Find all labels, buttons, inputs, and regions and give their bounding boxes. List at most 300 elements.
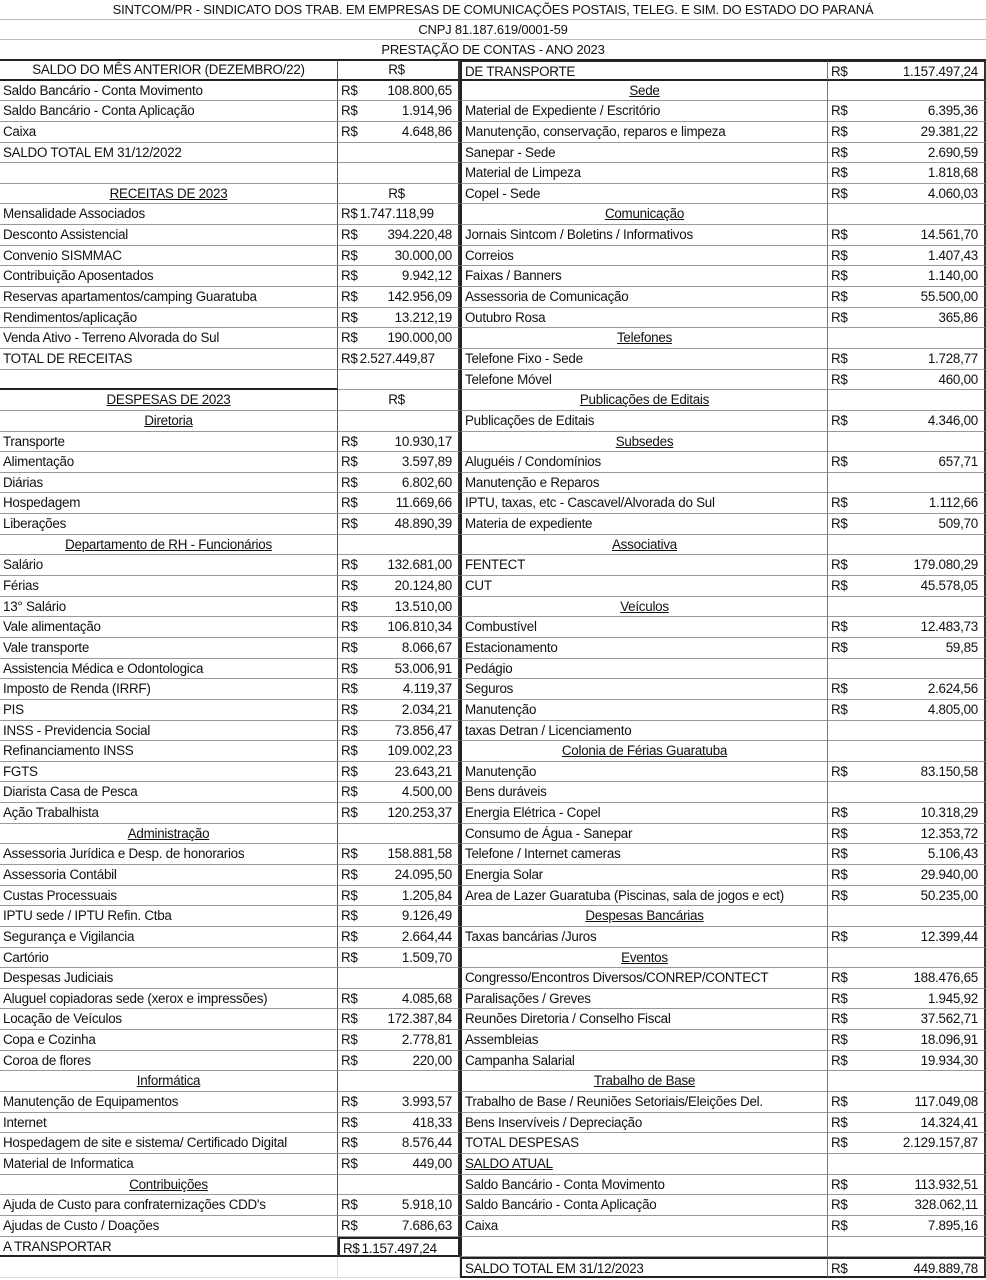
amount: 106.810,34 xyxy=(387,619,452,635)
right-row-label: Saldo Bancário - Conta Aplicação xyxy=(460,1195,828,1216)
right-row-value: 179.080,29 xyxy=(875,555,986,576)
section-heading: DESPESAS DE 2023 xyxy=(106,392,231,408)
right-row-value: 59,85 xyxy=(875,638,986,659)
right-row-value: 4.346,00 xyxy=(875,411,986,432)
left-row-label xyxy=(0,163,338,184)
left-row-value xyxy=(338,803,460,824)
currency-symbol: R$ xyxy=(341,805,358,821)
right-row-label: Taxas bancárias /Juros xyxy=(460,927,828,948)
right-row-currency xyxy=(828,535,875,556)
right-row-value: 10.318,29 xyxy=(875,803,986,824)
left-row-value xyxy=(338,576,460,597)
left-row-label: Transporte xyxy=(0,432,338,453)
right-row-label xyxy=(460,535,828,556)
right-row-value xyxy=(875,432,986,453)
currency-symbol: R$ xyxy=(341,763,358,779)
left-row-value xyxy=(338,535,460,556)
amount: 6.802,60 xyxy=(401,474,452,490)
left-row-label xyxy=(0,60,338,81)
left-row-value xyxy=(338,1175,460,1196)
left-row-value xyxy=(338,865,460,886)
report-subtitle: PRESTAÇÃO DE CONTAS - ANO 2023 xyxy=(0,40,986,61)
left-row-label: Coroa de flores xyxy=(0,1051,338,1072)
currency-symbol: R$ xyxy=(341,990,358,1006)
amount: 13.212,19 xyxy=(394,309,452,325)
left-row-value xyxy=(338,1071,460,1092)
right-row-label: Manutenção, conservação, reparos e limpeza xyxy=(460,122,828,143)
currency-symbol: R$ xyxy=(341,350,358,366)
section-heading: Associativa xyxy=(612,536,677,552)
right-row-label: DE TRANSPORTE xyxy=(460,60,828,81)
right-row-currency xyxy=(828,204,875,225)
right-row-currency xyxy=(828,328,875,349)
right-row-value: 1.140,00 xyxy=(875,266,986,287)
currency-symbol: R$ xyxy=(341,1094,358,1110)
left-row-value xyxy=(338,968,460,989)
right-row-label: FENTECT xyxy=(460,555,828,576)
right-row-currency: R$ xyxy=(828,1092,875,1113)
currency-symbol: R$ xyxy=(341,1155,358,1171)
left-row-label: Ação Trabalhista xyxy=(0,803,338,824)
currency-symbol: R$ xyxy=(341,578,358,594)
right-row-label: Manutenção e Reparos xyxy=(460,473,828,494)
right-row-label: Consumo de Água - Sanepar xyxy=(460,824,828,845)
amount: 4.119,37 xyxy=(402,681,452,697)
section-heading: Administração xyxy=(127,825,210,841)
right-row-label: Congresso/Encontros Diversos/CONREP/CONTECT xyxy=(460,968,828,989)
left-row-label: 13° Salário xyxy=(0,597,338,618)
left-row-label: Salário xyxy=(0,555,338,576)
left-row-value xyxy=(338,1092,460,1113)
left-row-label: Hospedagem xyxy=(0,493,338,514)
currency-symbol: R$ xyxy=(341,289,358,305)
left-row-value xyxy=(338,432,460,453)
left-row-value xyxy=(338,762,460,783)
left-row-label: Assessoria Jurídica e Desp. de honorarios xyxy=(0,844,338,865)
right-row-label: Material de Expediente / Escritório xyxy=(460,101,828,122)
right-row-currency: R$ xyxy=(828,803,875,824)
right-row-value: 55.500,00 xyxy=(875,287,986,308)
right-row-value xyxy=(875,1154,986,1175)
left-row-label: Assessoria Contábil xyxy=(0,865,338,886)
right-row-value: 50.235,00 xyxy=(875,886,986,907)
left-row-value xyxy=(338,927,460,948)
section-heading: Sede xyxy=(629,82,660,98)
left-row-label xyxy=(0,1175,338,1196)
amount: 1.509,70 xyxy=(401,949,452,965)
report-cnpj: CNPJ 81.187.619/0001-59 xyxy=(0,20,986,40)
right-row-currency: R$ xyxy=(828,370,875,391)
currency-symbol: R$ xyxy=(341,908,358,924)
right-row-currency xyxy=(828,597,875,618)
currency-symbol: R$ xyxy=(341,1011,358,1027)
left-row-label: FGTS xyxy=(0,762,338,783)
right-row-currency: R$ xyxy=(828,411,875,432)
currency-symbol: R$ xyxy=(341,206,358,222)
right-row-currency xyxy=(828,390,875,411)
right-row-label: Manutenção xyxy=(460,762,828,783)
currency-symbol: R$ xyxy=(341,660,358,676)
right-row-currency xyxy=(828,1154,875,1175)
right-row-label: Pedágio xyxy=(460,659,828,680)
section-heading: Contribuições xyxy=(129,1176,208,1192)
right-row-currency: R$ xyxy=(828,865,875,886)
right-row-value xyxy=(875,390,986,411)
report-title: SINTCOM/PR - SINDICATO DOS TRAB. EM EMPRESAS DE COMUNICAÇÕES POSTAIS, TELEG. E SIM. DO ESTADO DO PARANÁ xyxy=(0,0,986,20)
amount: 220,00 xyxy=(412,1052,452,1068)
right-row-currency: R$ xyxy=(828,1195,875,1216)
right-row-currency: R$ xyxy=(828,308,875,329)
left-row-label: Ajuda de Custo para confraternizações CDD's xyxy=(0,1195,338,1216)
currency-symbol: R$ xyxy=(341,598,358,614)
left-row-value xyxy=(338,514,460,535)
right-row-value: 6.395,36 xyxy=(875,101,986,122)
section-heading: Veículos xyxy=(620,598,669,614)
right-row-label: Campanha Salarial xyxy=(460,1051,828,1072)
right-row-label: Reunões Diretoria / Conselho Fiscal xyxy=(460,1009,828,1030)
left-row-label: Desconto Assistencial xyxy=(0,225,338,246)
right-row-currency: R$ xyxy=(828,617,875,638)
left-row-label: Cartório xyxy=(0,948,338,969)
right-row-label xyxy=(460,1237,828,1258)
right-row-label xyxy=(460,81,828,102)
amount: 7.686,63 xyxy=(401,1217,452,1233)
currency-symbol: R$ xyxy=(341,866,358,882)
amount: 73.856,47 xyxy=(394,722,452,738)
right-row-value: 113.932,51 xyxy=(875,1175,986,1196)
currency-symbol: R$ xyxy=(341,1032,358,1048)
left-row-label: Refinanciamento INSS xyxy=(0,741,338,762)
left-row-label: Venda Ativo - Terreno Alvorada do Sul xyxy=(0,328,338,349)
amount: 24.095,50 xyxy=(394,866,452,882)
amount: 142.956,09 xyxy=(387,289,452,305)
right-row-value: 1.818,68 xyxy=(875,163,986,184)
left-row-label: Mensalidade Associados xyxy=(0,204,338,225)
left-row-label: Liberações xyxy=(0,514,338,535)
amount: 158.881,58 xyxy=(387,846,452,862)
left-row-label: Contribuição Aposentados xyxy=(0,266,338,287)
section-heading: Subsedes xyxy=(615,433,674,449)
currency-symbol: R$ xyxy=(341,330,358,346)
amount: 5.918,10 xyxy=(401,1197,452,1213)
left-row-label: Reservas apartamentos/camping Guaratuba xyxy=(0,287,338,308)
section-heading: Despesas Bancárias xyxy=(585,908,704,924)
right-row-value xyxy=(875,597,986,618)
currency-symbol: R$ xyxy=(341,1052,358,1068)
right-row-value: 4.805,00 xyxy=(875,700,986,721)
left-row-value xyxy=(338,493,460,514)
left-row-label xyxy=(0,370,338,391)
amount: 20.124,80 xyxy=(394,578,452,594)
amount: 3.597,89 xyxy=(401,454,452,470)
amount: 9.126,49 xyxy=(401,908,452,924)
left-row-label xyxy=(0,824,338,845)
currency-symbol: R$ xyxy=(341,722,358,738)
right-row-currency: R$ xyxy=(828,1009,875,1030)
right-row-value: 657,71 xyxy=(875,452,986,473)
amount: 120.253,37 xyxy=(387,805,452,821)
currency-symbol: R$ xyxy=(341,1217,358,1233)
right-row-value xyxy=(875,1071,986,1092)
right-row-currency: R$ xyxy=(828,184,875,205)
right-row-label: Combustível xyxy=(460,617,828,638)
right-row-label: Publicações de Editais xyxy=(460,411,828,432)
amount: 48.890,39 xyxy=(394,516,452,532)
amount: 449,00 xyxy=(412,1155,452,1171)
left-row-label: Segurança e Vigilancia xyxy=(0,927,338,948)
right-row-label: taxas Detran / Licenciamento xyxy=(460,721,828,742)
left-row-label xyxy=(0,184,338,205)
right-row-value: 1.945,92 xyxy=(875,989,986,1010)
currency-symbol: R$ xyxy=(341,268,358,284)
right-row-currency: R$ xyxy=(828,1175,875,1196)
right-row-value: 45.578,05 xyxy=(875,576,986,597)
right-row-currency xyxy=(828,906,875,927)
left-row-value xyxy=(338,1133,460,1154)
currency-symbol: R$ xyxy=(341,928,358,944)
right-row-value: 188.476,65 xyxy=(875,968,986,989)
left-row-label: Internet xyxy=(0,1113,338,1134)
left-row-value: R$ xyxy=(338,60,460,81)
left-row-value xyxy=(338,741,460,762)
left-row-label: SALDO TOTAL EM 31/12/2022 xyxy=(0,143,338,164)
left-row-label xyxy=(0,1071,338,1092)
amount: 1.747.118,99 xyxy=(359,206,434,222)
currency-symbol: R$ xyxy=(341,1135,358,1151)
right-row-label xyxy=(460,204,828,225)
right-row-value: 2.690,59 xyxy=(875,143,986,164)
currency-symbol: R$ xyxy=(341,701,358,717)
right-row-currency: R$ xyxy=(828,989,875,1010)
right-row-label xyxy=(460,328,828,349)
left-row-value xyxy=(338,122,460,143)
right-row-value: 2.129.157,87 xyxy=(875,1133,986,1154)
right-row-label: Telefone Fixo - Sede xyxy=(460,349,828,370)
right-row-currency: R$ xyxy=(828,163,875,184)
right-row-label: Paralisações / Greves xyxy=(460,989,828,1010)
left-row-value xyxy=(338,349,460,370)
left-row-value xyxy=(338,1030,460,1051)
right-row-value: 117.049,08 xyxy=(875,1092,986,1113)
right-row-currency: R$ xyxy=(828,1030,875,1051)
left-row-value xyxy=(338,1257,460,1278)
amount: 2.778,81 xyxy=(401,1032,452,1048)
left-row-label: Material de Informatica xyxy=(0,1154,338,1175)
left-row-value xyxy=(338,1113,460,1134)
currency-symbol: R$ xyxy=(341,474,358,490)
right-row-value: 1.728,77 xyxy=(875,349,986,370)
currency-symbol: R$ xyxy=(343,1240,360,1256)
section-heading: Comunicação xyxy=(604,206,685,222)
right-row-value xyxy=(875,782,986,803)
left-row-label: Convenio SISMMAC xyxy=(0,246,338,267)
left-row-value xyxy=(338,659,460,680)
left-row-label: Imposto de Renda (IRRF) xyxy=(0,679,338,700)
right-row-currency: R$ xyxy=(828,555,875,576)
right-row-label xyxy=(460,948,828,969)
left-row-value xyxy=(338,1216,460,1237)
amount: 108.800,65 xyxy=(387,82,452,98)
accounts-table xyxy=(0,60,986,1278)
right-row-currency xyxy=(828,1071,875,1092)
right-row-value xyxy=(875,721,986,742)
right-row-currency xyxy=(828,782,875,803)
right-row-currency xyxy=(828,741,875,762)
right-row-label: Bens duráveis xyxy=(460,782,828,803)
amount: 4.500,00 xyxy=(401,784,452,800)
right-row-currency: R$ xyxy=(828,122,875,143)
currency-symbol: R$ xyxy=(341,454,358,470)
currency-symbol: R$ xyxy=(341,227,358,243)
right-row-value: 328.062,11 xyxy=(875,1195,986,1216)
amount: 2.034,21 xyxy=(401,701,452,717)
left-row-value xyxy=(338,101,460,122)
section-heading: Publicações de Editais xyxy=(579,392,710,408)
left-row-value xyxy=(338,452,460,473)
amount: 8.576,44 xyxy=(401,1135,452,1151)
section-heading: SALDO ATUAL xyxy=(465,1155,553,1171)
right-row-value: 12.399,44 xyxy=(875,927,986,948)
left-row-label: Caixa xyxy=(0,122,338,143)
left-row-value xyxy=(338,597,460,618)
right-row-currency: R$ xyxy=(828,927,875,948)
right-row-value: 83.150,58 xyxy=(875,762,986,783)
right-row-label xyxy=(460,906,828,927)
currency-symbol: R$ xyxy=(341,82,358,98)
right-row-label: TOTAL DESPESAS xyxy=(460,1133,828,1154)
right-row-currency xyxy=(828,659,875,680)
right-row-currency: R$ xyxy=(828,452,875,473)
left-row-value xyxy=(338,1195,460,1216)
left-row-value xyxy=(338,555,460,576)
amount: 190.000,00 xyxy=(387,330,452,346)
right-row-label: Telefone / Internet cameras xyxy=(460,844,828,865)
left-row-value xyxy=(338,163,460,184)
right-row-currency xyxy=(828,432,875,453)
left-row-label: Despesas Judiciais xyxy=(0,968,338,989)
left-row-label: Rendimentos/aplicação xyxy=(0,308,338,329)
left-row-value xyxy=(338,81,460,102)
amount: 3.993,57 xyxy=(401,1094,452,1110)
left-row-value xyxy=(338,679,460,700)
currency-symbol: R$ xyxy=(341,887,358,903)
right-row-value xyxy=(875,1237,986,1258)
left-row-value xyxy=(338,638,460,659)
amount: 394.220,48 xyxy=(387,227,452,243)
right-row-value: 2.624,56 xyxy=(875,679,986,700)
left-row-value xyxy=(338,700,460,721)
right-row-value xyxy=(875,906,986,927)
right-row-currency: R$ xyxy=(828,824,875,845)
section-heading: Eventos xyxy=(621,949,668,965)
left-row-label: Alimentação xyxy=(0,452,338,473)
left-row-label xyxy=(0,411,338,432)
right-row-value: 4.060,03 xyxy=(875,184,986,205)
left-row-value xyxy=(338,617,460,638)
right-row-label: IPTU, taxas, etc - Cascavel/Alvorada do Sul xyxy=(460,493,828,514)
right-row-label: Jornais Sintcom / Boletins / Informativos xyxy=(460,225,828,246)
left-row-value xyxy=(338,1051,460,1072)
amount: 1.157.497,24 xyxy=(361,1240,437,1256)
currency-symbol: R$ xyxy=(341,1197,358,1213)
right-row-value: 14.561,70 xyxy=(875,225,986,246)
left-row-value xyxy=(338,948,460,969)
right-row-currency: R$ xyxy=(828,287,875,308)
right-row-currency: R$ xyxy=(828,143,875,164)
right-row-currency xyxy=(828,1237,875,1258)
currency-symbol: R$ xyxy=(341,103,358,119)
right-row-label: Energia Elétrica - Copel xyxy=(460,803,828,824)
amount: 10.930,17 xyxy=(394,433,452,449)
right-row-label: Telefone Móvel xyxy=(460,370,828,391)
right-row-value xyxy=(875,328,986,349)
right-row-label: Energia Solar xyxy=(460,865,828,886)
right-row-label: Correios xyxy=(460,246,828,267)
currency-symbol: R$ xyxy=(341,433,358,449)
right-row-label: Materia de expediente xyxy=(460,514,828,535)
section-heading: SALDO DO MÊS ANTERIOR (DEZEMBRO/22) xyxy=(32,62,305,77)
right-row-value: 1.407,43 xyxy=(875,246,986,267)
left-row-label xyxy=(0,390,338,411)
right-row-currency: R$ xyxy=(828,1216,875,1237)
right-row-currency: R$ xyxy=(828,101,875,122)
right-row-currency: R$ xyxy=(828,1051,875,1072)
left-row-value xyxy=(338,824,460,845)
left-row-value xyxy=(338,308,460,329)
left-row-value xyxy=(338,473,460,494)
left-row-label xyxy=(0,1257,338,1278)
right-row-value: 29.940,00 xyxy=(875,865,986,886)
right-row-value: 19.934,30 xyxy=(875,1051,986,1072)
left-row-label: Hospedagem de site e sistema/ Certificado Digital xyxy=(0,1133,338,1154)
right-row-label: Area de Lazer Guaratuba (Piscinas, sala de jogos e ect) xyxy=(460,886,828,907)
left-row-value xyxy=(338,225,460,246)
left-row-value xyxy=(338,287,460,308)
left-row-label: Saldo Bancário - Conta Aplicação xyxy=(0,101,338,122)
left-row-value xyxy=(338,1009,460,1030)
right-row-currency: R$ xyxy=(828,514,875,535)
right-row-currency: R$ xyxy=(828,968,875,989)
amount: 418,33 xyxy=(412,1114,452,1130)
left-row-label: TOTAL DE RECEITAS xyxy=(0,349,338,370)
left-row-value xyxy=(338,1154,460,1175)
right-row-label: Faixas / Banners xyxy=(460,266,828,287)
left-row-value xyxy=(338,370,460,391)
amount: 53.006,91 xyxy=(394,660,452,676)
right-row-label: Estacionamento xyxy=(460,638,828,659)
right-row-label xyxy=(460,1071,828,1092)
right-row-value: 29.381,22 xyxy=(875,122,986,143)
currency-symbol: R$ xyxy=(341,557,358,573)
left-row-label: INSS - Previdencia Social xyxy=(0,721,338,742)
right-row-value xyxy=(875,741,986,762)
right-row-label: Seguros xyxy=(460,679,828,700)
left-row-label: PIS xyxy=(0,700,338,721)
right-row-value: 509,70 xyxy=(875,514,986,535)
right-row-currency: R$ xyxy=(828,225,875,246)
currency-symbol: R$ xyxy=(341,1114,358,1130)
left-row-value xyxy=(338,721,460,742)
left-row-value xyxy=(338,411,460,432)
amount: 30.000,00 xyxy=(394,247,452,263)
left-row-label: Manutenção de Equipamentos xyxy=(0,1092,338,1113)
left-row-value xyxy=(338,906,460,927)
right-row-label xyxy=(460,597,828,618)
currency-symbol: R$ xyxy=(341,619,358,635)
right-row-currency: R$ xyxy=(828,576,875,597)
right-row-value xyxy=(875,81,986,102)
right-row-currency: R$ xyxy=(828,1133,875,1154)
